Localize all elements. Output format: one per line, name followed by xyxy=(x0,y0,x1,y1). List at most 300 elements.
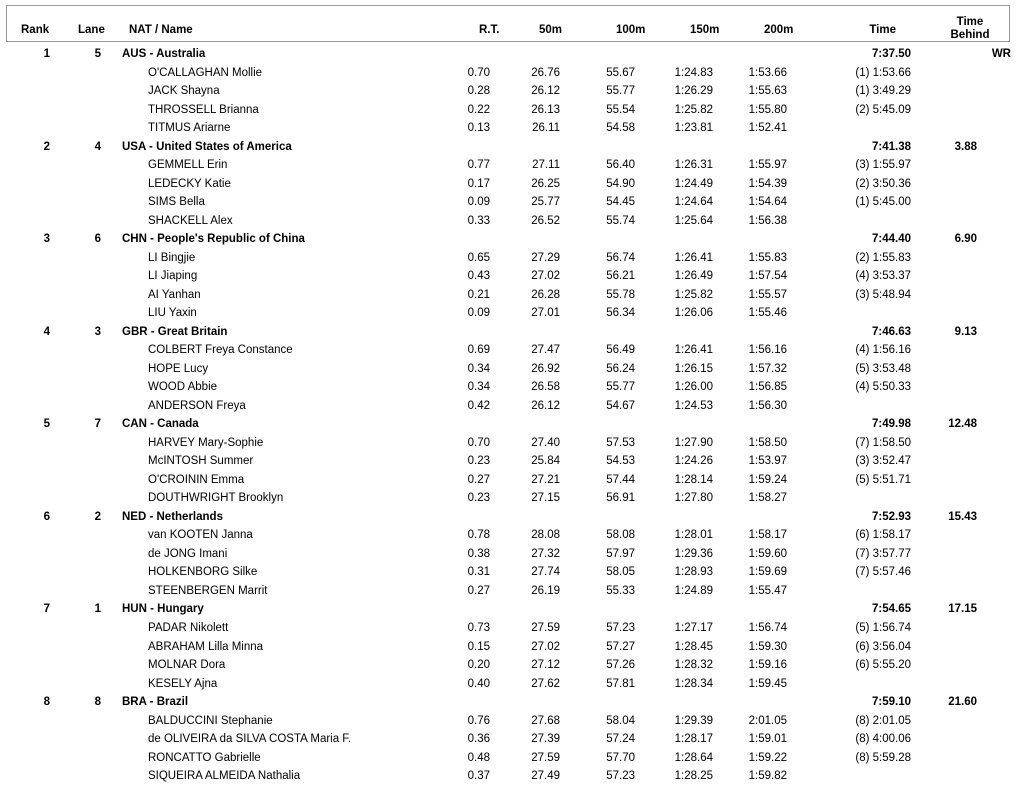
results-body xyxy=(0,45,1024,786)
record-badge: WR xyxy=(991,48,1011,60)
swimmer-cumulative-time: (5) 1:56.74 xyxy=(855,621,911,634)
swimmer-cumulative-time: (4) 1:56.16 xyxy=(855,344,911,357)
team-rank: 8 xyxy=(43,696,50,709)
swimmer-split-100m: 58.05 xyxy=(606,566,635,579)
swimmer-split-150m: 1:28.32 xyxy=(674,659,713,672)
swimmer-split-200m: 1:59.60 xyxy=(748,547,787,560)
swimmer-split-150m: 1:26.00 xyxy=(674,381,713,394)
swimmer-split-100m: 57.44 xyxy=(606,473,635,486)
swimmer-split-50m: 27.12 xyxy=(531,659,560,672)
swimmer-split-200m: 1:55.47 xyxy=(748,584,787,597)
swimmer-cumulative-time: (7) 3:57.77 xyxy=(855,547,911,560)
column-header-time-behind-line2: Behind xyxy=(950,29,990,41)
swimmer-split-200m: 1:57.54 xyxy=(748,270,787,283)
swimmer-split-50m: 27.68 xyxy=(531,714,560,727)
swimmer-split-50m: 27.62 xyxy=(531,677,560,690)
swimmer-split-100m: 55.33 xyxy=(606,584,635,597)
column-header-200m: 200m xyxy=(764,24,794,36)
team-name: USA - United States of America xyxy=(122,140,292,153)
swimmer-row[interactable] xyxy=(0,193,1024,212)
swimmer-split-50m: 25.84 xyxy=(531,455,560,468)
swimmer-name: HOLKENBORG Silke xyxy=(148,566,258,579)
swimmer-split-150m: 1:26.31 xyxy=(674,159,713,172)
column-header-time-behind-line1: Time xyxy=(956,16,984,28)
swimmer-split-100m: 56.34 xyxy=(606,307,635,320)
swimmer-split-100m: 54.58 xyxy=(606,122,635,135)
team-final-time: 7:46.63 xyxy=(871,325,911,338)
swimmer-split-50m: 27.21 xyxy=(531,473,560,486)
swimmer-split-200m: 1:58.27 xyxy=(748,492,787,505)
swimmer-split-50m: 26.12 xyxy=(531,399,560,412)
swimmer-split-200m: 1:59.16 xyxy=(748,659,787,672)
swimmer-split-100m: 56.74 xyxy=(606,251,635,264)
swimmer-row[interactable] xyxy=(0,175,1024,194)
swimmer-split-50m: 27.15 xyxy=(531,492,560,505)
swimmer-reaction-time: 0.42 xyxy=(467,399,490,412)
swimmer-name: van KOOTEN Janna xyxy=(148,529,253,542)
swimmer-row[interactable] xyxy=(0,730,1024,749)
team-row[interactable] xyxy=(0,508,1024,527)
swimmer-split-200m: 1:53.66 xyxy=(748,66,787,79)
swimmer-split-200m: 1:55.83 xyxy=(748,251,787,264)
column-header-time-behind xyxy=(942,16,998,42)
swimmer-split-150m: 1:28.34 xyxy=(674,677,713,690)
team-name: AUS - Australia xyxy=(122,48,206,60)
swimmer-reaction-time: 0.34 xyxy=(467,362,490,375)
swimmer-split-200m: 1:55.80 xyxy=(748,103,787,116)
swimmer-name: LEDECKY Katie xyxy=(148,177,231,190)
team-row[interactable] xyxy=(0,138,1024,157)
swimmer-split-150m: 1:23.81 xyxy=(674,122,713,135)
swimmer-split-150m: 1:26.41 xyxy=(674,251,713,264)
swimmer-name: O'CALLAGHAN Mollie xyxy=(148,66,263,79)
swimmer-split-150m: 1:27.90 xyxy=(674,436,713,449)
swimmer-split-100m: 55.77 xyxy=(606,381,635,394)
swimmer-row[interactable] xyxy=(0,341,1024,360)
team-lane: 6 xyxy=(94,233,101,246)
team-final-time: 7:44.40 xyxy=(871,233,911,246)
swimmer-cumulative-time: (1) 3:49.29 xyxy=(855,85,911,98)
team-name: BRA - Brazil xyxy=(122,696,189,709)
swimmer-name: O'CROININ Emma xyxy=(148,473,245,486)
swimmer-name: BALDUCCINI Stephanie xyxy=(148,714,273,727)
swimmer-reaction-time: 0.27 xyxy=(467,473,490,486)
swimmer-row[interactable] xyxy=(0,563,1024,582)
swimmer-split-150m: 1:27.80 xyxy=(674,492,713,505)
swimmer-reaction-time: 0.23 xyxy=(467,492,490,505)
team-name: CHN - People's Republic of China xyxy=(122,233,305,246)
swimmer-split-50m: 26.28 xyxy=(531,288,560,301)
swimmer-reaction-time: 0.48 xyxy=(467,751,490,764)
swimmer-split-150m: 1:28.64 xyxy=(674,751,713,764)
team-name: GBR - Great Britain xyxy=(122,325,228,338)
swimmer-split-150m: 1:29.36 xyxy=(674,547,713,560)
swimmer-row[interactable] xyxy=(0,119,1024,138)
swimmer-split-200m: 1:54.64 xyxy=(748,196,787,209)
swimmer-split-100m: 57.26 xyxy=(606,659,635,672)
swimmer-reaction-time: 0.76 xyxy=(467,714,490,727)
swimmer-split-150m: 1:28.45 xyxy=(674,640,713,653)
column-header-nat-name: NAT / Name xyxy=(129,24,193,36)
swimmer-row[interactable] xyxy=(0,452,1024,471)
swimmer-reaction-time: 0.13 xyxy=(467,122,490,135)
swimmer-reaction-time: 0.33 xyxy=(467,214,490,227)
swimmer-split-200m: 1:52.41 xyxy=(748,122,787,135)
swimmer-name: THROSSELL Brianna xyxy=(148,103,259,116)
swimmer-split-150m: 1:26.41 xyxy=(674,344,713,357)
team-rank: 2 xyxy=(43,140,50,153)
swimmer-split-50m: 27.40 xyxy=(531,436,560,449)
swimmer-cumulative-time: (8) 2:01.05 xyxy=(855,714,911,727)
swimmer-split-50m: 26.19 xyxy=(531,584,560,597)
swimmer-split-200m: 1:53.97 xyxy=(748,455,787,468)
swimmer-split-150m: 1:25.82 xyxy=(674,103,713,116)
swimmer-reaction-time: 0.28 xyxy=(467,85,490,98)
swimmer-split-50m: 27.02 xyxy=(531,270,560,283)
swimmer-split-50m: 26.25 xyxy=(531,177,560,190)
swimmer-name: DOUTHWRIGHT Brooklyn xyxy=(148,492,284,505)
swimmer-split-200m: 1:58.17 xyxy=(748,529,787,542)
swimmer-name: MOLNAR Dora xyxy=(148,659,226,672)
swimmer-row[interactable] xyxy=(0,360,1024,379)
swimmer-reaction-time: 0.34 xyxy=(467,381,490,394)
team-time-behind: 12.48 xyxy=(948,418,977,431)
swimmer-split-100m: 58.08 xyxy=(606,529,635,542)
swimmer-row[interactable] xyxy=(0,619,1024,638)
swimmer-name: STEENBERGEN Marrit xyxy=(148,584,268,597)
swimmer-split-200m: 1:56.30 xyxy=(748,399,787,412)
swimmer-name: HOPE Lucy xyxy=(148,362,209,375)
swimmer-cumulative-time: (1) 5:45.00 xyxy=(855,196,911,209)
swimmer-split-50m: 27.74 xyxy=(531,566,560,579)
column-header-150m: 150m xyxy=(690,24,720,36)
swimmer-split-150m: 1:26.15 xyxy=(674,362,713,375)
swimmer-split-100m: 54.67 xyxy=(606,399,635,412)
swimmer-split-150m: 1:29.39 xyxy=(674,714,713,727)
swimmer-reaction-time: 0.23 xyxy=(467,455,490,468)
swimmer-cumulative-time: (3) 1:55.97 xyxy=(855,159,911,172)
swimmer-split-50m: 26.92 xyxy=(531,362,560,375)
swimmer-reaction-time: 0.38 xyxy=(467,547,490,560)
swimmer-name: de OLIVEIRA da SILVA COSTA Maria F. xyxy=(148,733,352,746)
swimmer-row[interactable] xyxy=(0,156,1024,175)
team-time-behind: 17.15 xyxy=(948,603,977,616)
swimmer-split-150m: 1:24.49 xyxy=(674,177,713,190)
swimmer-name: SHACKELL Alex xyxy=(148,214,233,227)
swimmer-row[interactable] xyxy=(0,767,1024,786)
swimmer-row[interactable] xyxy=(0,434,1024,453)
swimmer-split-200m: 1:56.38 xyxy=(748,214,787,227)
swimmer-split-50m: 26.13 xyxy=(531,103,560,116)
team-row[interactable] xyxy=(0,415,1024,434)
team-time-behind: 6.90 xyxy=(954,233,977,246)
swimmer-split-150m: 1:25.82 xyxy=(674,288,713,301)
swimmer-split-100m: 55.78 xyxy=(606,288,635,301)
swimmer-split-100m: 56.21 xyxy=(606,270,635,283)
column-header-rt: R.T. xyxy=(479,24,500,36)
swimmer-split-100m: 55.67 xyxy=(606,66,635,79)
swimmer-cumulative-time: (8) 5:59.28 xyxy=(855,751,911,764)
swimmer-split-50m: 25.77 xyxy=(531,196,560,209)
swimmer-split-200m: 1:59.82 xyxy=(748,770,787,783)
swimmer-row[interactable] xyxy=(0,471,1024,490)
team-row[interactable] xyxy=(0,230,1024,249)
swimmer-row[interactable] xyxy=(0,397,1024,416)
swimmer-row[interactable] xyxy=(0,712,1024,731)
swimmer-cumulative-time: (2) 5:45.09 xyxy=(855,103,911,116)
swimmer-split-100m: 55.74 xyxy=(606,214,635,227)
swimmer-split-100m: 56.40 xyxy=(606,159,635,172)
swimmer-split-50m: 27.02 xyxy=(531,640,560,653)
swimmer-cumulative-time: (3) 5:48.94 xyxy=(855,288,911,301)
swimmer-name: GEMMELL Erin xyxy=(148,159,228,172)
team-row[interactable] xyxy=(0,45,1024,64)
team-time-behind: 15.43 xyxy=(948,510,977,523)
swimmer-split-100m: 55.77 xyxy=(606,85,635,98)
swimmer-split-50m: 27.32 xyxy=(531,547,560,560)
swimmer-reaction-time: 0.40 xyxy=(467,677,490,690)
swimmer-split-200m: 1:59.69 xyxy=(748,566,787,579)
team-final-time: 7:52.93 xyxy=(871,510,911,523)
team-lane: 3 xyxy=(94,325,101,338)
swimmer-reaction-time: 0.31 xyxy=(467,566,490,579)
swimmer-cumulative-time: (2) 1:55.83 xyxy=(855,251,911,264)
swimmer-reaction-time: 0.37 xyxy=(467,770,490,783)
swimmer-cumulative-time: (4) 3:53.37 xyxy=(855,270,911,283)
team-final-time: 7:37.50 xyxy=(871,48,911,60)
team-rank: 4 xyxy=(43,325,50,338)
swimmer-cumulative-time: (1) 1:53.66 xyxy=(855,66,911,79)
swimmer-reaction-time: 0.43 xyxy=(467,270,490,283)
swimmer-split-100m: 57.23 xyxy=(606,770,635,783)
swimmer-cumulative-time: (6) 5:55.20 xyxy=(855,659,911,672)
swimmer-split-100m: 58.04 xyxy=(606,714,635,727)
swimmer-split-50m: 28.08 xyxy=(531,529,560,542)
team-lane: 8 xyxy=(94,696,101,709)
swimmer-split-150m: 1:28.14 xyxy=(674,473,713,486)
team-final-time: 7:54.65 xyxy=(871,603,911,616)
swimmer-split-50m: 27.11 xyxy=(532,159,560,172)
swimmer-split-200m: 1:57.32 xyxy=(748,362,787,375)
swimmer-name: KESELY Ajna xyxy=(148,677,218,690)
swimmer-split-150m: 1:27.17 xyxy=(674,621,713,634)
swimmer-split-50m: 26.11 xyxy=(532,122,560,135)
swimmer-reaction-time: 0.69 xyxy=(467,344,490,357)
team-row[interactable] xyxy=(0,600,1024,619)
team-rank: 5 xyxy=(43,418,50,431)
swimmer-reaction-time: 0.15 xyxy=(467,640,490,653)
swimmer-row[interactable] xyxy=(0,582,1024,601)
swimmer-split-100m: 57.81 xyxy=(606,677,635,690)
swimmer-split-150m: 1:24.83 xyxy=(674,66,713,79)
swimmer-split-200m: 1:56.85 xyxy=(748,381,787,394)
swimmer-row[interactable] xyxy=(0,675,1024,694)
team-lane: 5 xyxy=(94,48,101,60)
swimmer-split-100m: 56.49 xyxy=(606,344,635,357)
swimmer-split-50m: 26.58 xyxy=(531,381,560,394)
swimmer-row[interactable] xyxy=(0,304,1024,323)
team-lane: 4 xyxy=(94,140,101,153)
swimmer-reaction-time: 0.70 xyxy=(467,436,490,449)
swimmer-name: SIMS Bella xyxy=(148,196,205,209)
team-final-time: 7:41.38 xyxy=(871,140,911,153)
column-header-time: Time xyxy=(869,24,896,36)
swimmer-split-150m: 1:24.89 xyxy=(674,584,713,597)
swimmer-cumulative-time: (2) 3:50.36 xyxy=(855,177,911,190)
swimmer-split-200m: 1:59.45 xyxy=(748,677,787,690)
swimmer-cumulative-time: (6) 1:58.17 xyxy=(855,529,911,542)
swimmer-reaction-time: 0.09 xyxy=(467,307,490,320)
team-rank: 3 xyxy=(43,233,50,246)
swimmer-reaction-time: 0.70 xyxy=(467,66,490,79)
swimmer-row[interactable] xyxy=(0,638,1024,657)
swimmer-cumulative-time: (5) 3:53.48 xyxy=(855,362,911,375)
swimmer-cumulative-time: (6) 3:56.04 xyxy=(855,640,911,653)
swimmer-split-100m: 54.53 xyxy=(606,455,635,468)
swimmer-row[interactable] xyxy=(0,249,1024,268)
swimmer-row[interactable] xyxy=(0,378,1024,397)
swimmer-split-50m: 26.12 xyxy=(531,85,560,98)
swimmer-reaction-time: 0.65 xyxy=(467,251,490,264)
team-lane: 2 xyxy=(94,510,101,523)
swimmer-name: RONCATTO Gabrielle xyxy=(148,751,261,764)
swimmer-split-150m: 1:24.26 xyxy=(674,455,713,468)
swimmer-split-200m: 1:59.24 xyxy=(748,473,787,486)
swimmer-name: AI Yanhan xyxy=(148,288,201,301)
swimmer-name: McINTOSH Summer xyxy=(148,455,254,468)
swimmer-name: JACK Shayna xyxy=(148,85,220,98)
team-rank: 6 xyxy=(43,510,50,523)
team-lane: 1 xyxy=(94,603,101,616)
swimmer-row[interactable] xyxy=(0,212,1024,231)
swimmer-split-50m: 27.47 xyxy=(531,344,560,357)
swimmer-split-50m: 27.01 xyxy=(531,307,560,320)
swimmer-split-50m: 26.76 xyxy=(531,66,560,79)
column-header-100m: 100m xyxy=(616,24,646,36)
swimmer-split-100m: 57.23 xyxy=(606,621,635,634)
swimmer-row[interactable] xyxy=(0,286,1024,305)
column-header-rank: Rank xyxy=(21,24,50,36)
swimmer-reaction-time: 0.78 xyxy=(467,529,490,542)
swimmer-reaction-time: 0.09 xyxy=(467,196,490,209)
swimmer-row[interactable] xyxy=(0,101,1024,120)
swimmer-row[interactable] xyxy=(0,64,1024,83)
swimmer-cumulative-time: (8) 4:00.06 xyxy=(855,733,911,746)
swimmer-row[interactable] xyxy=(0,749,1024,768)
team-time-behind: 21.60 xyxy=(948,696,977,709)
swimmer-cumulative-time: (5) 5:51.71 xyxy=(855,473,911,486)
swimmer-cumulative-time: (4) 5:50.33 xyxy=(855,381,911,394)
swimmer-split-150m: 1:26.49 xyxy=(674,270,713,283)
swimmer-split-50m: 27.59 xyxy=(531,751,560,764)
swimmer-split-200m: 1:56.16 xyxy=(748,344,787,357)
team-name: NED - Netherlands xyxy=(122,510,223,523)
swimmer-cumulative-time: (3) 3:52.47 xyxy=(855,455,911,468)
team-name: CAN - Canada xyxy=(122,418,199,431)
swimmer-split-100m: 57.70 xyxy=(606,751,635,764)
swimmer-split-150m: 1:28.93 xyxy=(674,566,713,579)
team-rank: 1 xyxy=(43,48,50,60)
swimmer-reaction-time: 0.17 xyxy=(467,177,490,190)
swimmer-split-100m: 54.45 xyxy=(606,196,635,209)
swimmer-split-150m: 1:26.06 xyxy=(674,307,713,320)
swimmer-split-150m: 1:24.53 xyxy=(674,399,713,412)
swimmer-split-100m: 56.24 xyxy=(606,362,635,375)
swimmer-split-200m: 1:54.39 xyxy=(748,177,787,190)
swimmer-cumulative-time: (7) 5:57.46 xyxy=(855,566,911,579)
team-time-behind: 9.13 xyxy=(954,325,977,338)
swimmer-row[interactable] xyxy=(0,267,1024,286)
swimmer-split-200m: 1:55.97 xyxy=(748,159,787,172)
swimmer-reaction-time: 0.27 xyxy=(467,584,490,597)
swimmer-split-200m: 1:59.22 xyxy=(748,751,787,764)
swimmer-split-50m: 27.59 xyxy=(531,621,560,634)
swimmer-row[interactable] xyxy=(0,526,1024,545)
swimmer-split-200m: 1:55.46 xyxy=(748,307,787,320)
swimmer-reaction-time: 0.73 xyxy=(467,621,490,634)
swimmer-split-150m: 1:28.17 xyxy=(674,733,713,746)
swimmer-name: COLBERT Freya Constance xyxy=(148,344,293,357)
swimmer-split-150m: 1:28.25 xyxy=(674,770,713,783)
swimmer-cumulative-time: (7) 1:58.50 xyxy=(855,436,911,449)
swimmer-split-50m: 26.52 xyxy=(531,214,560,227)
swimmer-reaction-time: 0.36 xyxy=(467,733,490,746)
team-time-behind: 3.88 xyxy=(954,140,977,153)
swimmer-row[interactable] xyxy=(0,656,1024,675)
swimmer-reaction-time: 0.77 xyxy=(467,159,490,172)
swimmer-split-150m: 1:26.29 xyxy=(674,85,713,98)
swimmer-split-200m: 1:55.63 xyxy=(748,85,787,98)
swimmer-split-200m: 1:59.01 xyxy=(748,733,787,746)
swimmer-split-100m: 56.91 xyxy=(606,492,635,505)
swimmer-split-100m: 55.54 xyxy=(606,103,635,116)
swimmer-reaction-time: 0.22 xyxy=(467,103,490,116)
team-row[interactable] xyxy=(0,693,1024,712)
swimmer-name: ANDERSON Freya xyxy=(148,399,246,412)
swimmer-split-150m: 1:24.64 xyxy=(674,196,713,209)
swimmer-reaction-time: 0.20 xyxy=(467,659,490,672)
swimmer-name: de JONG Imani xyxy=(148,547,228,560)
swimmer-split-100m: 54.90 xyxy=(606,177,635,190)
column-header-lane: Lane xyxy=(78,24,105,36)
swimmer-split-150m: 1:25.64 xyxy=(674,214,713,227)
swimmer-row[interactable] xyxy=(0,545,1024,564)
swimmer-reaction-time: 0.21 xyxy=(467,288,490,301)
table-header xyxy=(6,5,1010,42)
swimmer-name: SIQUEIRA ALMEIDA Nathalia xyxy=(148,770,301,783)
column-header-50m: 50m xyxy=(539,24,563,36)
swimmer-split-200m: 1:59.30 xyxy=(748,640,787,653)
swimmer-split-100m: 57.53 xyxy=(606,436,635,449)
swimmer-split-100m: 57.27 xyxy=(606,640,635,653)
team-row[interactable] xyxy=(0,323,1024,342)
swimmer-name: LI Jiaping xyxy=(148,270,198,283)
swimmer-name: HARVEY Mary-Sophie xyxy=(148,436,264,449)
swimmer-row[interactable] xyxy=(0,489,1024,508)
swimmer-name: ABRAHAM Lilla Minna xyxy=(148,640,264,653)
swimmer-split-200m: 1:56.74 xyxy=(748,621,787,634)
team-name: HUN - Hungary xyxy=(122,603,204,616)
swimmer-row[interactable] xyxy=(0,82,1024,101)
swimmer-name: LI Bingjie xyxy=(148,251,196,264)
swimmer-split-50m: 27.29 xyxy=(531,251,560,264)
team-lane: 7 xyxy=(94,418,101,431)
swimmer-split-200m: 1:58.50 xyxy=(748,436,787,449)
swimmer-name: PADAR Nikolett xyxy=(148,621,229,634)
swimmer-name: WOOD Abbie xyxy=(148,381,218,394)
team-final-time: 7:59.10 xyxy=(871,696,911,709)
swimmer-name: LIU Yaxin xyxy=(148,307,197,320)
